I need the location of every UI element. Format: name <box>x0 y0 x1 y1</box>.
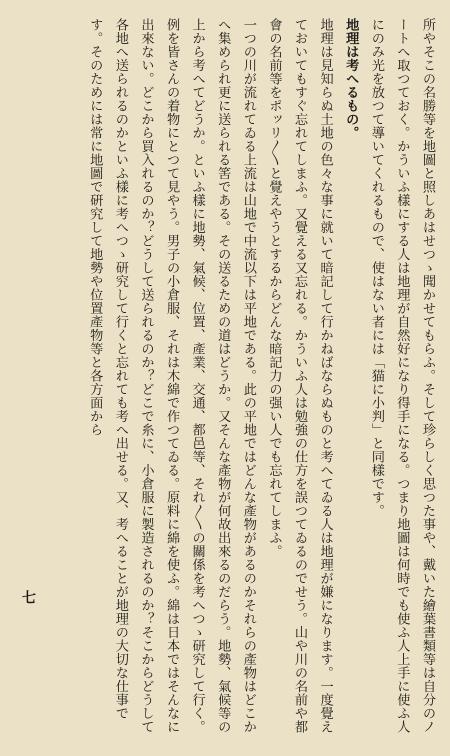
paragraph-2: 地理は見知らぬ土地の色々な事に就いて暗記して行かねばならぬものと考へてゐる人は地理が嫌になります。一度覺えておいてもすぐ忘れてしまふ。又覺える又忘れる。かういふ人は勉強の仕方を誤つてゐるのでせう。山や川の名前や都會の名前等をポッリ〳〵と覺えやうとするからどんな暗記力の强い人でも忘れてしまふ。 <box>266 18 333 734</box>
body-text <box>16 18 440 738</box>
paragraph-1: 所やそこの名勝等を地圖と照しあはせつゝ聞かせてもらふ。そして珍らしく思つた事や、戴いた繪葉書類等は自分のノートへ取つておく。かういふ樣にする人は地理が自然好になり得手になる。つまり地圖は何時でも使ふ人上手に使ふ人にのみ光を放つて導いてくれるもので、使はない者には「猫に小判」と同樣です。 <box>368 18 435 734</box>
paragraph-3: 一つの川が流れてゐる上流は山地で中流以下は平地である。此の平地ではどんな產物があるのかそれらの產物はどこかへ集められ更に送られる筈である。その送るための道はどうか。又そんな產物が何故出來るのだらう。地勢、氣候等の上から考へてどうか。といふ樣に地勢、氣候、位置、產業、交通、都邑等、それ〳〵の關係を考へつゝ研究して行く。例を皆さんの着物にとつて見やう。男子の小倉服、それは木綿で作つてゐる。原料に綿を使ふ。綿は日本ではそんなに出來ない。どこから買入れるのか？どうして送られるのか？どこで糸に、小倉服に製造されるのか？そこからどうして各地へ送られるのかといふ樣に考へつゝ研究して行くと忘れても考へ出せる。又、考へることが地理の大切な仕事です。そのためには常に地圖で硏究して地勢や位置產物等と各方面から <box>87 18 256 734</box>
section-heading: 地理は考へるもの。 <box>343 18 359 140</box>
page-number: 七 <box>20 590 36 604</box>
